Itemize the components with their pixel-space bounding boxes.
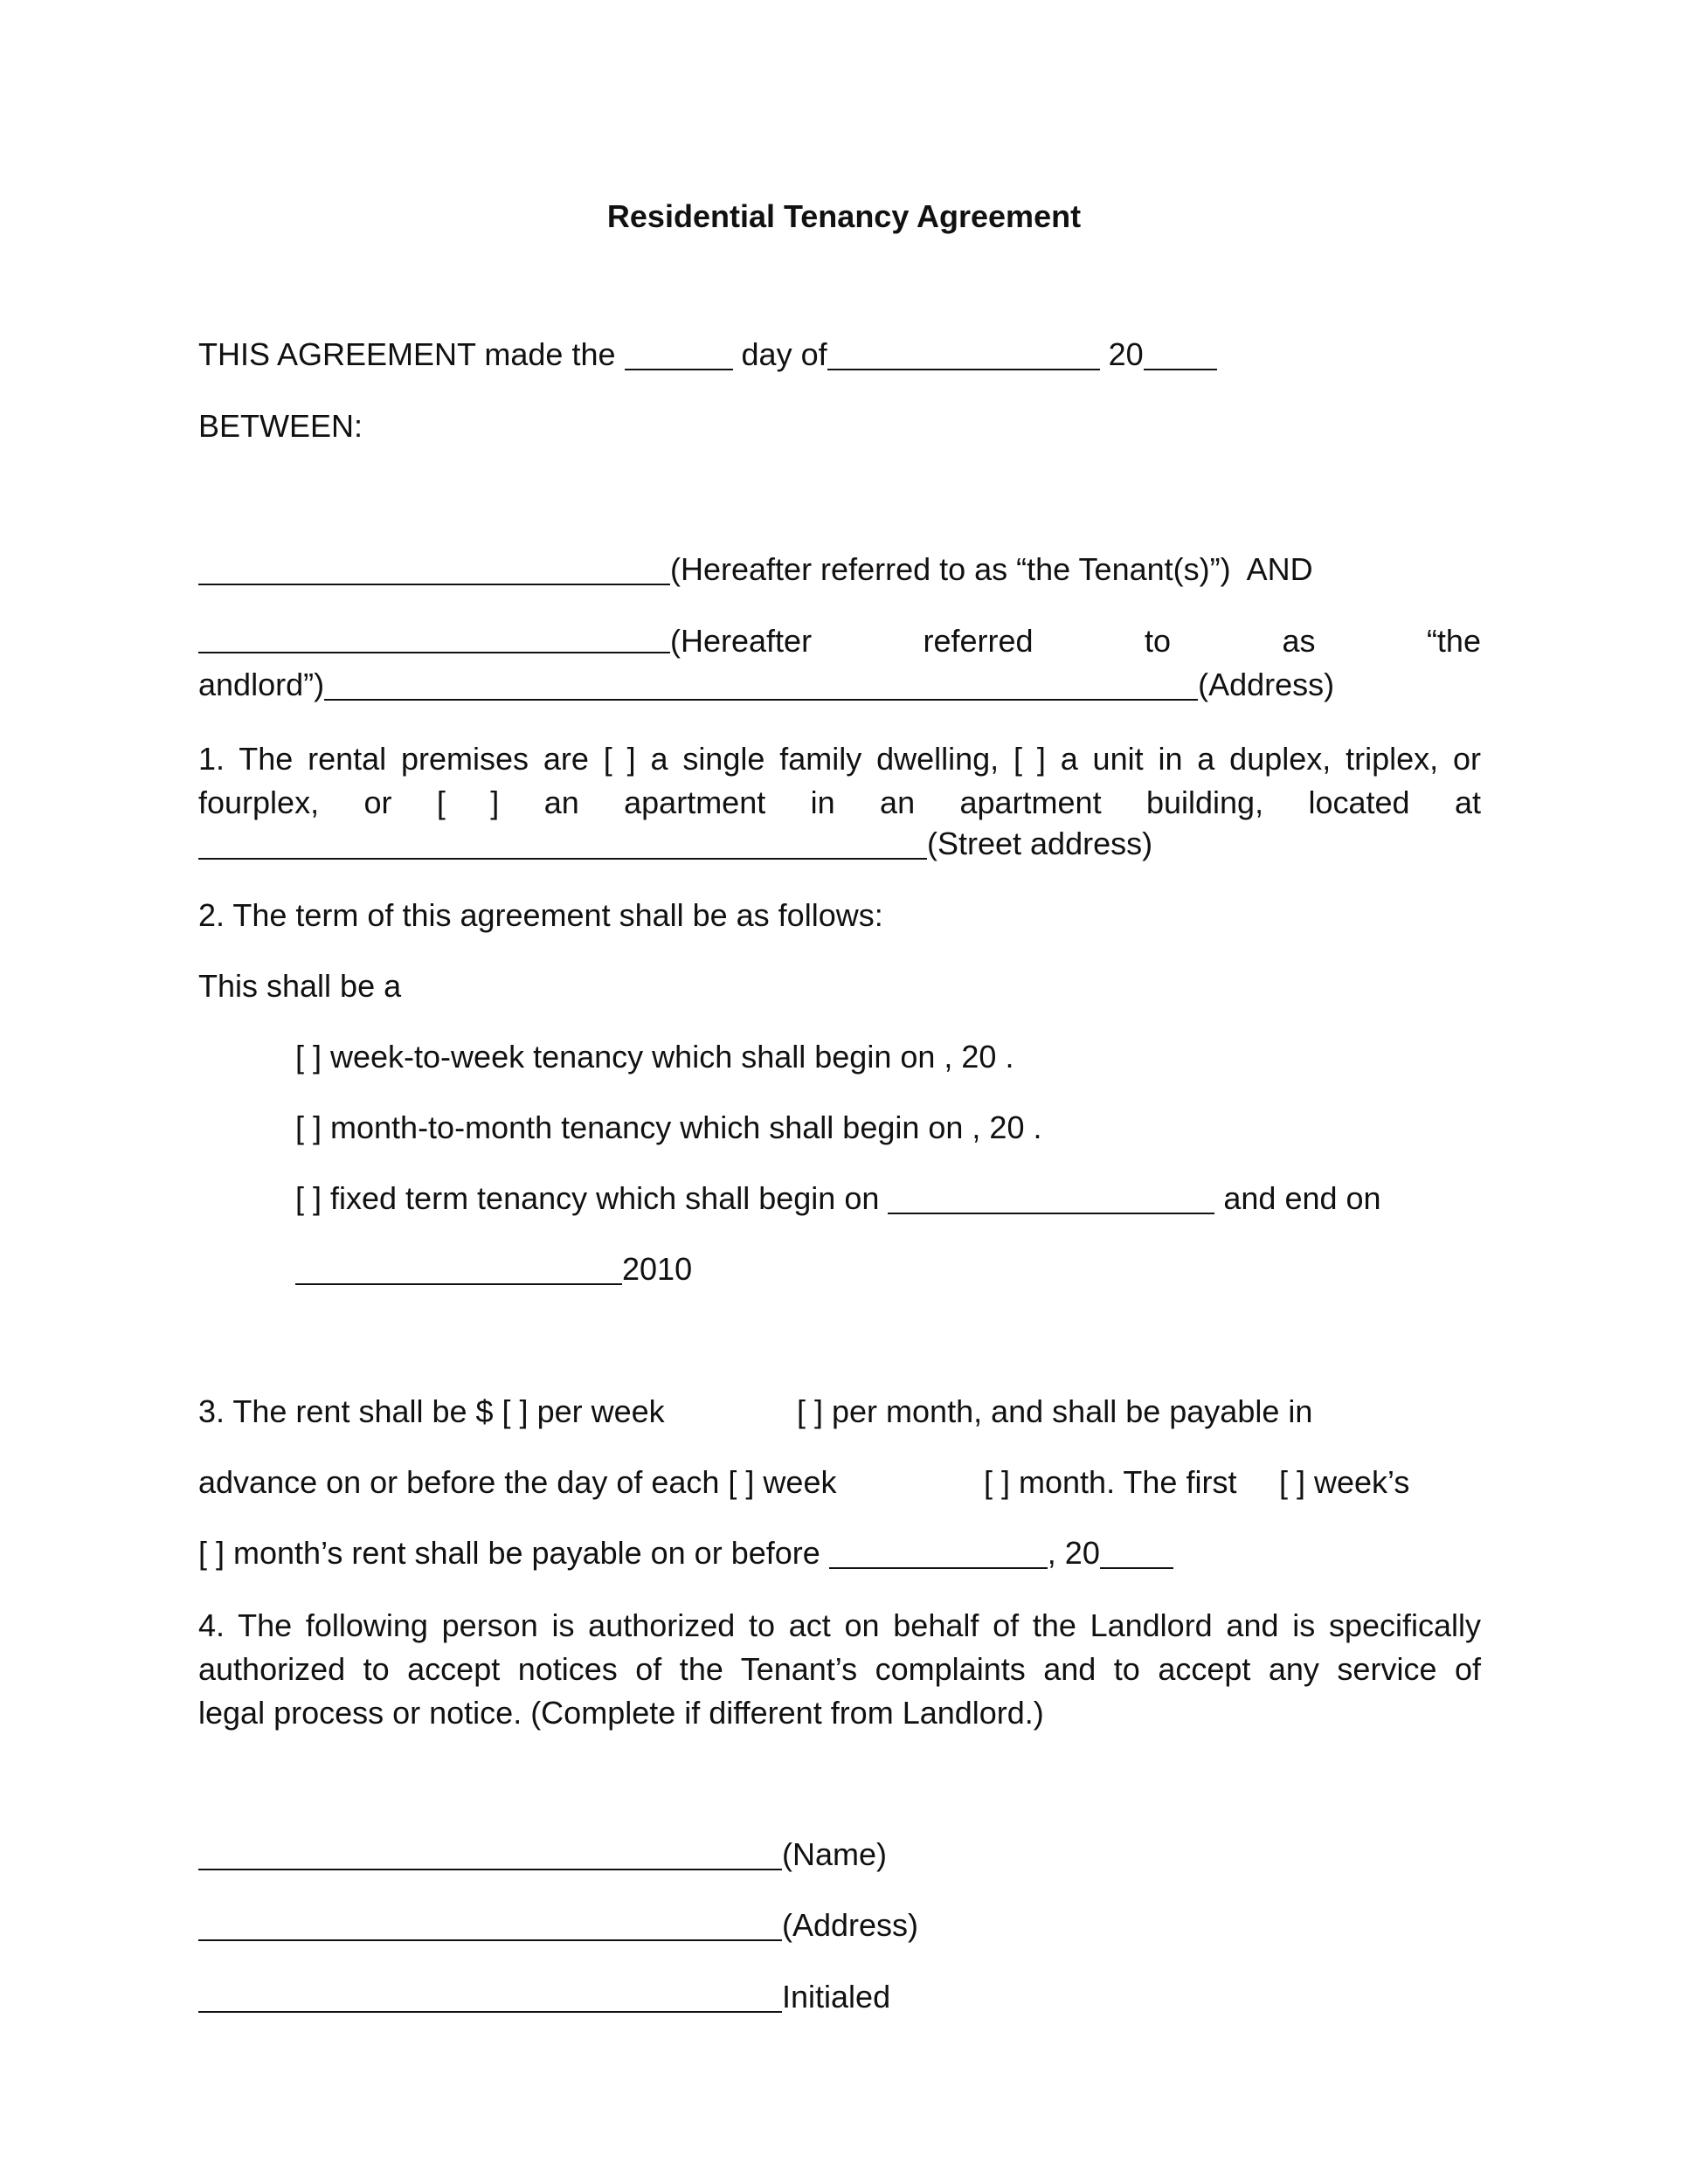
year-blank[interactable] bbox=[1144, 339, 1217, 370]
year-prefix-text: 20 bbox=[1108, 336, 1144, 372]
rent-line-1 bbox=[198, 1393, 665, 1431]
landlord-address-line bbox=[198, 666, 1334, 704]
landlord-word-2: referred bbox=[923, 623, 1034, 659]
agreement-date-line bbox=[198, 335, 1217, 374]
month-blank[interactable] bbox=[827, 339, 1100, 370]
rent-per-month: [ ] per month, and shall be payable in bbox=[797, 1393, 1313, 1429]
agent-address-label: (Address) bbox=[782, 1907, 919, 1943]
fixed-term-text: [ ] fixed term tenancy which shall begin on bbox=[295, 1180, 880, 1216]
landlord-name-blank[interactable] bbox=[198, 622, 670, 653]
agent-name-blank[interactable] bbox=[198, 1839, 782, 1870]
landlord-line-lead bbox=[198, 622, 812, 660]
month-to-month-option[interactable]: [ ] month-to-month tenancy which shall begin on , 20 . bbox=[295, 1109, 1042, 1145]
clause-4 bbox=[198, 1604, 1481, 1735]
clause-1 bbox=[198, 737, 1481, 825]
street-address-blank[interactable] bbox=[198, 828, 927, 860]
initialed-line bbox=[198, 1978, 890, 2016]
clause-1-row-1: 1. The rental premises are [ ] a single family dwelling, [ ] a unit in a duplex, triplex, or bbox=[198, 741, 1481, 777]
street-address-label: (Street address) bbox=[927, 826, 1153, 861]
landlord-address-label: (Address) bbox=[1198, 667, 1335, 702]
and-end-on-text: and end on bbox=[1223, 1180, 1381, 1216]
agent-address-blank[interactable] bbox=[198, 1910, 782, 1941]
fixed-term-option[interactable] bbox=[295, 1179, 1381, 1218]
clause-1-row-2: fourplex, or [ ] an apartment in an apartment building, located at bbox=[198, 784, 1481, 820]
agent-address-line bbox=[198, 1906, 918, 1945]
rent-per-week: 3. The rent shall be $ [ ] per week bbox=[198, 1393, 665, 1429]
agent-name-label: (Name) bbox=[782, 1836, 888, 1872]
landlord-address-blank[interactable] bbox=[324, 669, 1198, 701]
landlord-word-3: to bbox=[1145, 623, 1172, 659]
initialed-blank[interactable] bbox=[198, 1981, 782, 2013]
rent-line-3 bbox=[198, 1534, 1173, 1572]
day-of-text: day of bbox=[741, 336, 827, 372]
rent-year-blank[interactable] bbox=[1100, 1538, 1173, 1569]
clause-4-row-1: 4. The following person is authorized to act on behalf of the Landlord and is specifically bbox=[198, 1607, 1481, 1643]
tenant-line-text: (Hereafter referred to as “the Tenant(s)”) AND bbox=[670, 551, 1313, 587]
fixed-term-end-blank[interactable] bbox=[295, 1254, 622, 1285]
rent-weeks: [ ] week’s bbox=[1279, 1464, 1410, 1500]
rent-month-first: [ ] month. The first bbox=[984, 1464, 1237, 1500]
landlord-continuation: andlord”) bbox=[198, 667, 325, 702]
rent-due-date-blank[interactable] bbox=[829, 1538, 1048, 1569]
day-blank[interactable] bbox=[625, 339, 733, 370]
rent-year-prefix: , 20 bbox=[1047, 1535, 1100, 1571]
document-title: Residential Tenancy Agreement bbox=[606, 198, 1082, 234]
landlord-line bbox=[198, 622, 1481, 660]
clause-4-row-2: authorized to accept notices of the Tenant’s complaints and to accept any service of bbox=[198, 1651, 1481, 1687]
between-label: BETWEEN: bbox=[198, 408, 363, 444]
clause-2-heading: 2. The term of this agreement shall be as follows: bbox=[198, 897, 883, 933]
tenant-line bbox=[198, 550, 1313, 589]
landlord-word-5: “the bbox=[1426, 623, 1481, 659]
week-to-week-option[interactable]: [ ] week-to-week tenancy which shall begin on , 20 . bbox=[295, 1039, 1014, 1075]
clause-4-row-3: legal process or notice. (Complete if different from Landlord.) bbox=[198, 1695, 1044, 1731]
clause-2-lead: This shall be a bbox=[198, 968, 402, 1004]
made-the-text: THIS AGREEMENT made the bbox=[198, 336, 616, 372]
tenant-name-blank[interactable] bbox=[198, 554, 670, 585]
fixed-term-start-blank[interactable] bbox=[888, 1183, 1214, 1214]
rent-months-payable: [ ] month’s rent shall be payable on or before bbox=[198, 1535, 820, 1571]
rent-advance-week: advance on or before the day of each [ ] week bbox=[198, 1464, 837, 1500]
landlord-word-4: as bbox=[1282, 623, 1316, 659]
end-year-text: 2010 bbox=[622, 1251, 693, 1287]
initialed-label: Initialed bbox=[782, 1979, 891, 2015]
landlord-word-1: (Hereafter bbox=[670, 623, 813, 659]
street-address-line bbox=[198, 825, 1152, 863]
agent-name-line bbox=[198, 1835, 887, 1874]
fixed-term-end-line bbox=[295, 1250, 692, 1289]
